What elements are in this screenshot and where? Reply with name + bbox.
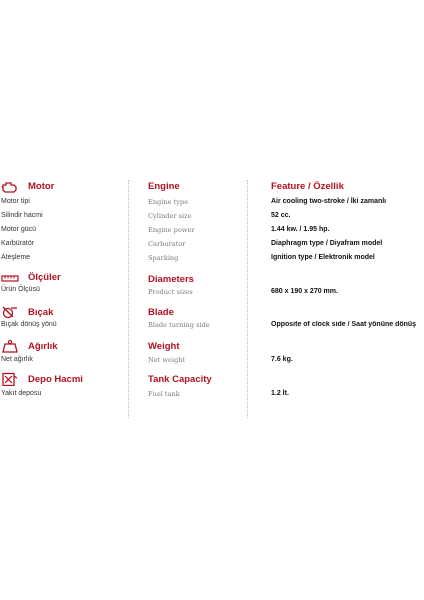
row-label: Motor gücü (1, 226, 37, 233)
section-title-tank-capacity: Tank Capacity (148, 374, 212, 385)
value-cell: Diaphragm type / Diyafram model (271, 240, 383, 247)
row-label: Product sizes (148, 288, 193, 296)
row-label: Net weight (148, 356, 186, 364)
section-title-olculer: Ölçüler (28, 272, 61, 283)
section-title-weight: Weight (148, 341, 180, 352)
value-cell: 52 cc. (271, 212, 291, 219)
row-label: Sparking (148, 254, 179, 262)
row-label: Ateşleme (1, 254, 31, 261)
value-cell: 680 x 190 x 270 mm. (271, 288, 338, 295)
engine-icon (1, 180, 19, 194)
column-divider-2 (247, 180, 248, 418)
row-label: Motor tipi (1, 198, 30, 205)
section-title-engine: Engine (148, 181, 180, 192)
column-divider-1 (128, 180, 129, 418)
row-label: Carburator (148, 240, 186, 248)
value-cell: 1.2 lt. (271, 390, 289, 397)
row-label: Karbüratör (1, 240, 35, 247)
section-title-depo-hacmi: Depo Hacmi (28, 374, 83, 385)
weight-icon (1, 339, 19, 353)
row-label: Blade turning side (148, 321, 210, 329)
row-label: Bıçak dönüş yönü (1, 321, 57, 328)
section-title-agirlik: Ağırlık (28, 341, 58, 352)
section-title-motor: Motor (28, 181, 55, 192)
row-label: Cylinder size (148, 212, 192, 220)
row-label: Ürün Ölçüsü (1, 286, 40, 293)
section-title-feature: Feature / Özellik (271, 181, 344, 192)
section-title-diameters: Diameters (148, 274, 194, 285)
fuel-tank-icon (1, 372, 19, 386)
row-label: Fuel tank (148, 390, 180, 398)
value-cell: Opposite of clock side / Saat yönüne dönüş (271, 321, 417, 328)
ruler-icon (1, 271, 19, 285)
value-cell: 7.6 kg. (271, 356, 293, 363)
section-title-bicak: Bıçak (28, 307, 54, 318)
blade-icon (1, 305, 19, 319)
value-cell: 1.44 kw. / 1.95 hp. (271, 226, 330, 233)
row-label: Engine power (148, 226, 195, 234)
value-cell: Ignition type / Elektronik model (271, 254, 375, 261)
section-title-blade: Blade (148, 307, 174, 318)
row-label: Engine type (148, 198, 189, 206)
value-cell: Air cooling two-stroke / İki zamanlı (271, 198, 387, 205)
row-label: Silindir hacmi (1, 212, 43, 219)
row-label: Net ağırlık (1, 356, 33, 363)
row-label: Yakıt deposu (1, 390, 42, 397)
